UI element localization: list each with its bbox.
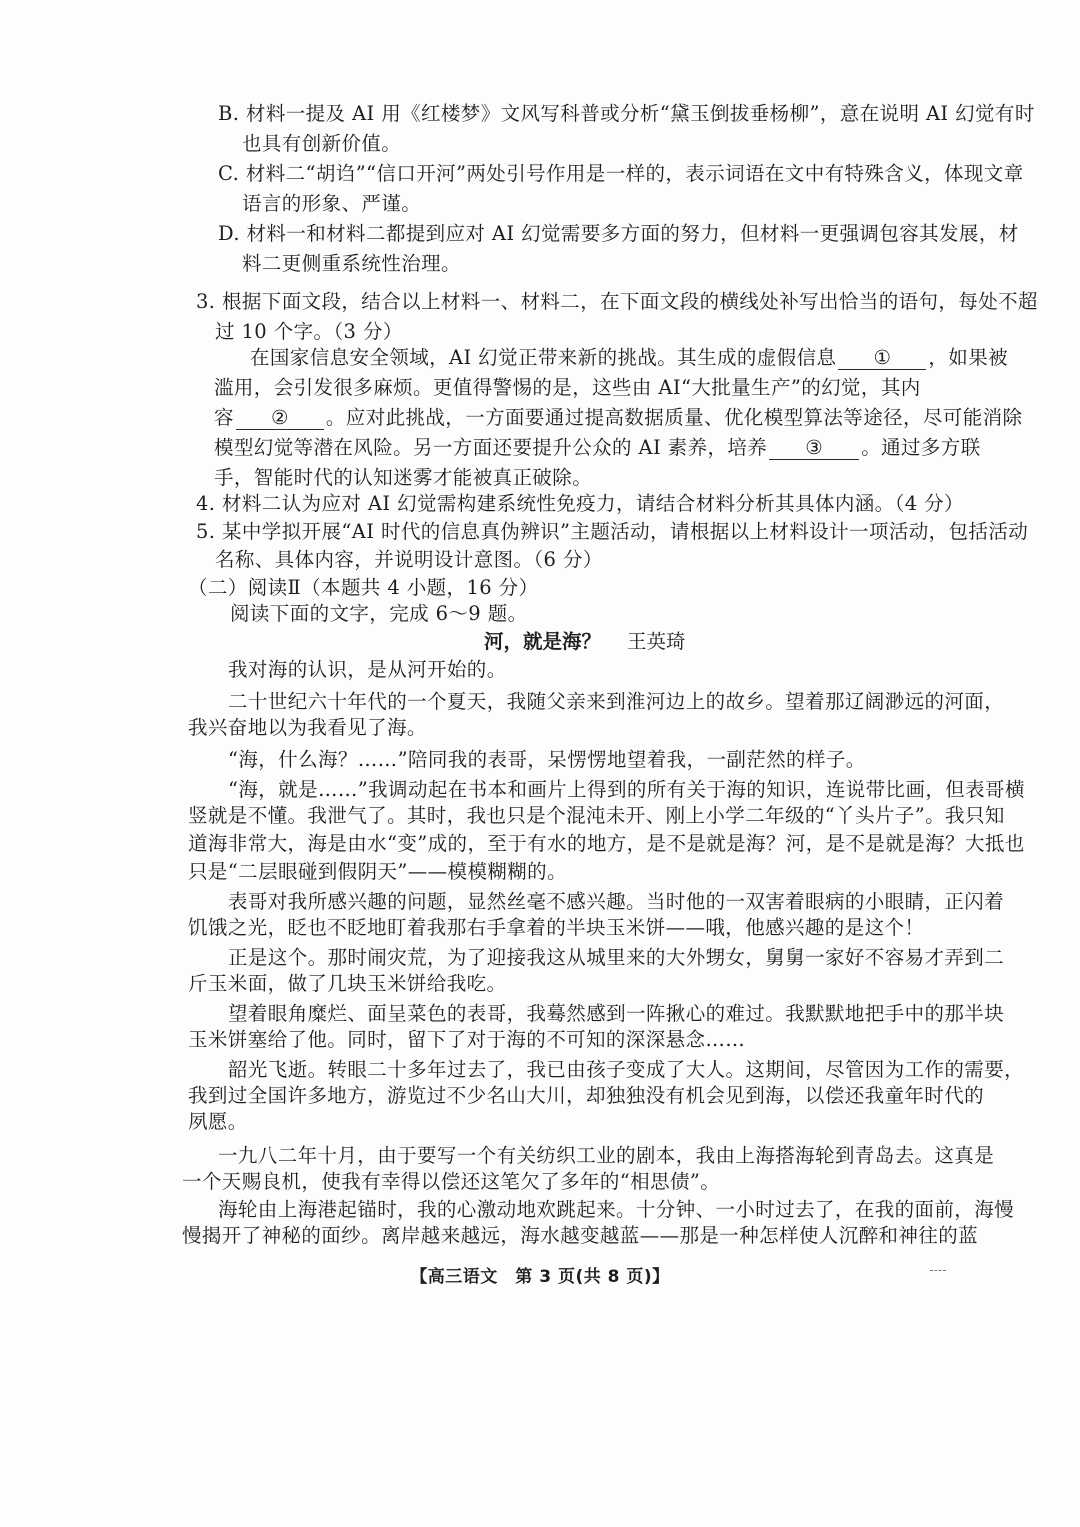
passage-text: 模型幻觉等潜在风险。另一方面还要提升公众的 AI 素养，培养 bbox=[214, 436, 768, 459]
article-line: 表哥对我所感兴趣的问题，显然丝毫不感兴趣。当时他的一双害着眼病的小眼睛，正闪着 bbox=[228, 890, 1005, 913]
article-line: 夙愿。 bbox=[188, 1110, 248, 1133]
article-line: 道海非常大，海是由水“变”成的，至于有水的地方，是不是就是海？河，是不是就是海？大抵也 bbox=[188, 832, 1025, 855]
question-3-line1: 3. 根据下面文段，结合以上材料一、材料二，在下面文段的横线处补写出恰当的语句，每处不超 bbox=[196, 290, 1038, 313]
article-line: 二十世纪六十年代的一个夏天，我随父亲来到淮河边上的故乡。望着那辽阔渺远的河面， bbox=[228, 690, 1005, 713]
passage-line1 bbox=[250, 344, 1008, 372]
question-4: 4. 材料二认为应对 AI 幻觉需构建系统性免疫力，请结合材料分析其具体内涵。（4 分） bbox=[196, 492, 964, 515]
article-line: 斤玉米面，做了几块玉米饼给我吃。 bbox=[188, 972, 507, 995]
question-5-line1: 5. 某中学拟开展“AI 时代的信息真伪辨识”主题活动，请根据以上材料设计一项活动，包括活动 bbox=[196, 520, 1029, 543]
article-line: 一九八二年十月，由于要写一个有关纺织工业的剧本，我由上海搭海轮到青岛去。这真是 bbox=[218, 1144, 995, 1167]
passage-line3 bbox=[214, 404, 1022, 432]
article-line: “海，什么海？……”陪同我的表哥，呆愣愣地望着我，一副茫然的样子。 bbox=[228, 748, 866, 771]
question-3-line2: 过 10 个字。（3 分） bbox=[215, 320, 403, 343]
option-c-line1: C. 材料二“胡诌”“信口开河”两处引号作用是一样的，表示词语在文中有特殊含义，体现文章 bbox=[218, 162, 1024, 185]
passage-text: 。应对此挑战，一方面要通过提高数据质量、优化模型算法等途径，尽可能消除 bbox=[325, 406, 1023, 429]
passage-text: ，如果被 bbox=[928, 346, 1008, 369]
article-line: 韶光飞逝。转眼二十多年过去了，我已由孩子变成了大人。这期间，尽管因为工作的需要， bbox=[228, 1058, 1025, 1081]
passage-text: 。通过多方联 bbox=[861, 436, 981, 459]
question-5-line2: 名称、具体内容，并说明设计意图。（6 分） bbox=[215, 548, 603, 571]
article-line: “海，就是……”我调动起在书本和画片上得到的所有关于海的知识，连说带比画，但表哥横 bbox=[228, 778, 1025, 801]
article-line: 玉米饼塞给了他。同时，留下了对于海的不可知的深深悬念…… bbox=[188, 1028, 746, 1051]
option-d-line1: D. 材料一和材料二都提到应对 AI 幻觉需要多方面的努力，但材料一更强调包容其发展，材 bbox=[218, 222, 1019, 245]
option-c-line2: 语言的形象、严谨。 bbox=[242, 192, 422, 215]
section-heading: （二）阅读Ⅱ（本题共 4 小题，16 分） bbox=[188, 576, 539, 599]
section-instruction: 阅读下面的文字，完成 6～9 题。 bbox=[230, 602, 528, 625]
passage-text: 容 bbox=[214, 406, 234, 429]
passage-line2: 滥用，会引发很多麻烦。更值得警惕的是，这些由 AI“大批量生产”的幻觉，其内 bbox=[214, 376, 921, 399]
article-line: 饥饿之光，眨也不眨地盯着我那右手拿着的半块玉米饼——哦，他感兴趣的是这个！ bbox=[188, 916, 925, 939]
option-d-line2: 料二更侧重系统性治理。 bbox=[242, 252, 461, 275]
article-line: 望着眼角糜烂、面呈菜色的表哥，我蓦然感到一阵揪心的难过。我默默地把手中的那半块 bbox=[228, 1002, 1005, 1025]
article-line: 我兴奋地以为我看见了海。 bbox=[188, 716, 427, 739]
passage-line5: 手，智能时代的认知迷雾才能被真正破除。 bbox=[214, 466, 593, 489]
passage-text: 在国家信息安全领域，AI 幻觉正带来新的挑战。其生成的虚假信息 bbox=[250, 346, 837, 369]
article-line: 只是“二层眼碰到假阴天”——模模糊糊的。 bbox=[188, 860, 567, 883]
article-title bbox=[484, 628, 686, 656]
article-line: 海轮由上海港起锚时，我的心激动地欢跳起来。十分钟、一小时过去了，在我的面前，海慢 bbox=[218, 1198, 1015, 1221]
blank-2: ② bbox=[236, 407, 324, 430]
article-author: 王英琦 bbox=[627, 630, 686, 653]
article-line: 竖就是不懂。我泄气了。其时，我也只是个混沌未开、刚上小学二年级的“丫头片子”。我只知 bbox=[188, 804, 1005, 827]
page-footer: 【高三语文 第 3 页(共 8 页)】 bbox=[410, 1267, 670, 1287]
article-line: 我到过全国许多地方，游览过不少名山大川，却独独没有机会见到海，以偿还我童年时代的 bbox=[188, 1084, 985, 1107]
option-b-line2: 也具有创新价值。 bbox=[242, 132, 402, 155]
blank-1: ① bbox=[838, 347, 926, 370]
scan-mark bbox=[930, 1270, 946, 1273]
option-b-line1: B. 材料一提及 AI 用《红楼梦》文风写科普或分析“黛玉倒拔垂杨柳”，意在说明 AI 幻觉有时 bbox=[218, 102, 1035, 125]
article-title-text: 河，就是海？ bbox=[484, 630, 602, 653]
blank-3: ③ bbox=[769, 437, 859, 460]
passage-line4 bbox=[214, 434, 981, 462]
article-line: 慢揭开了神秘的面纱。离岸越来越远，海水越变越蓝——那是一种怎样使人沉醉和神往的蓝 bbox=[182, 1224, 979, 1247]
article-line: 我对海的认识，是从河开始的。 bbox=[228, 658, 507, 681]
article-line: 正是这个。那时闹灾荒，为了迎接我这从城里来的大外甥女，舅舅一家好不容易才弄到二 bbox=[228, 946, 1005, 969]
article-line: 一个天赐良机，使我有幸得以偿还这笔欠了多年的“相思债”。 bbox=[182, 1170, 721, 1193]
